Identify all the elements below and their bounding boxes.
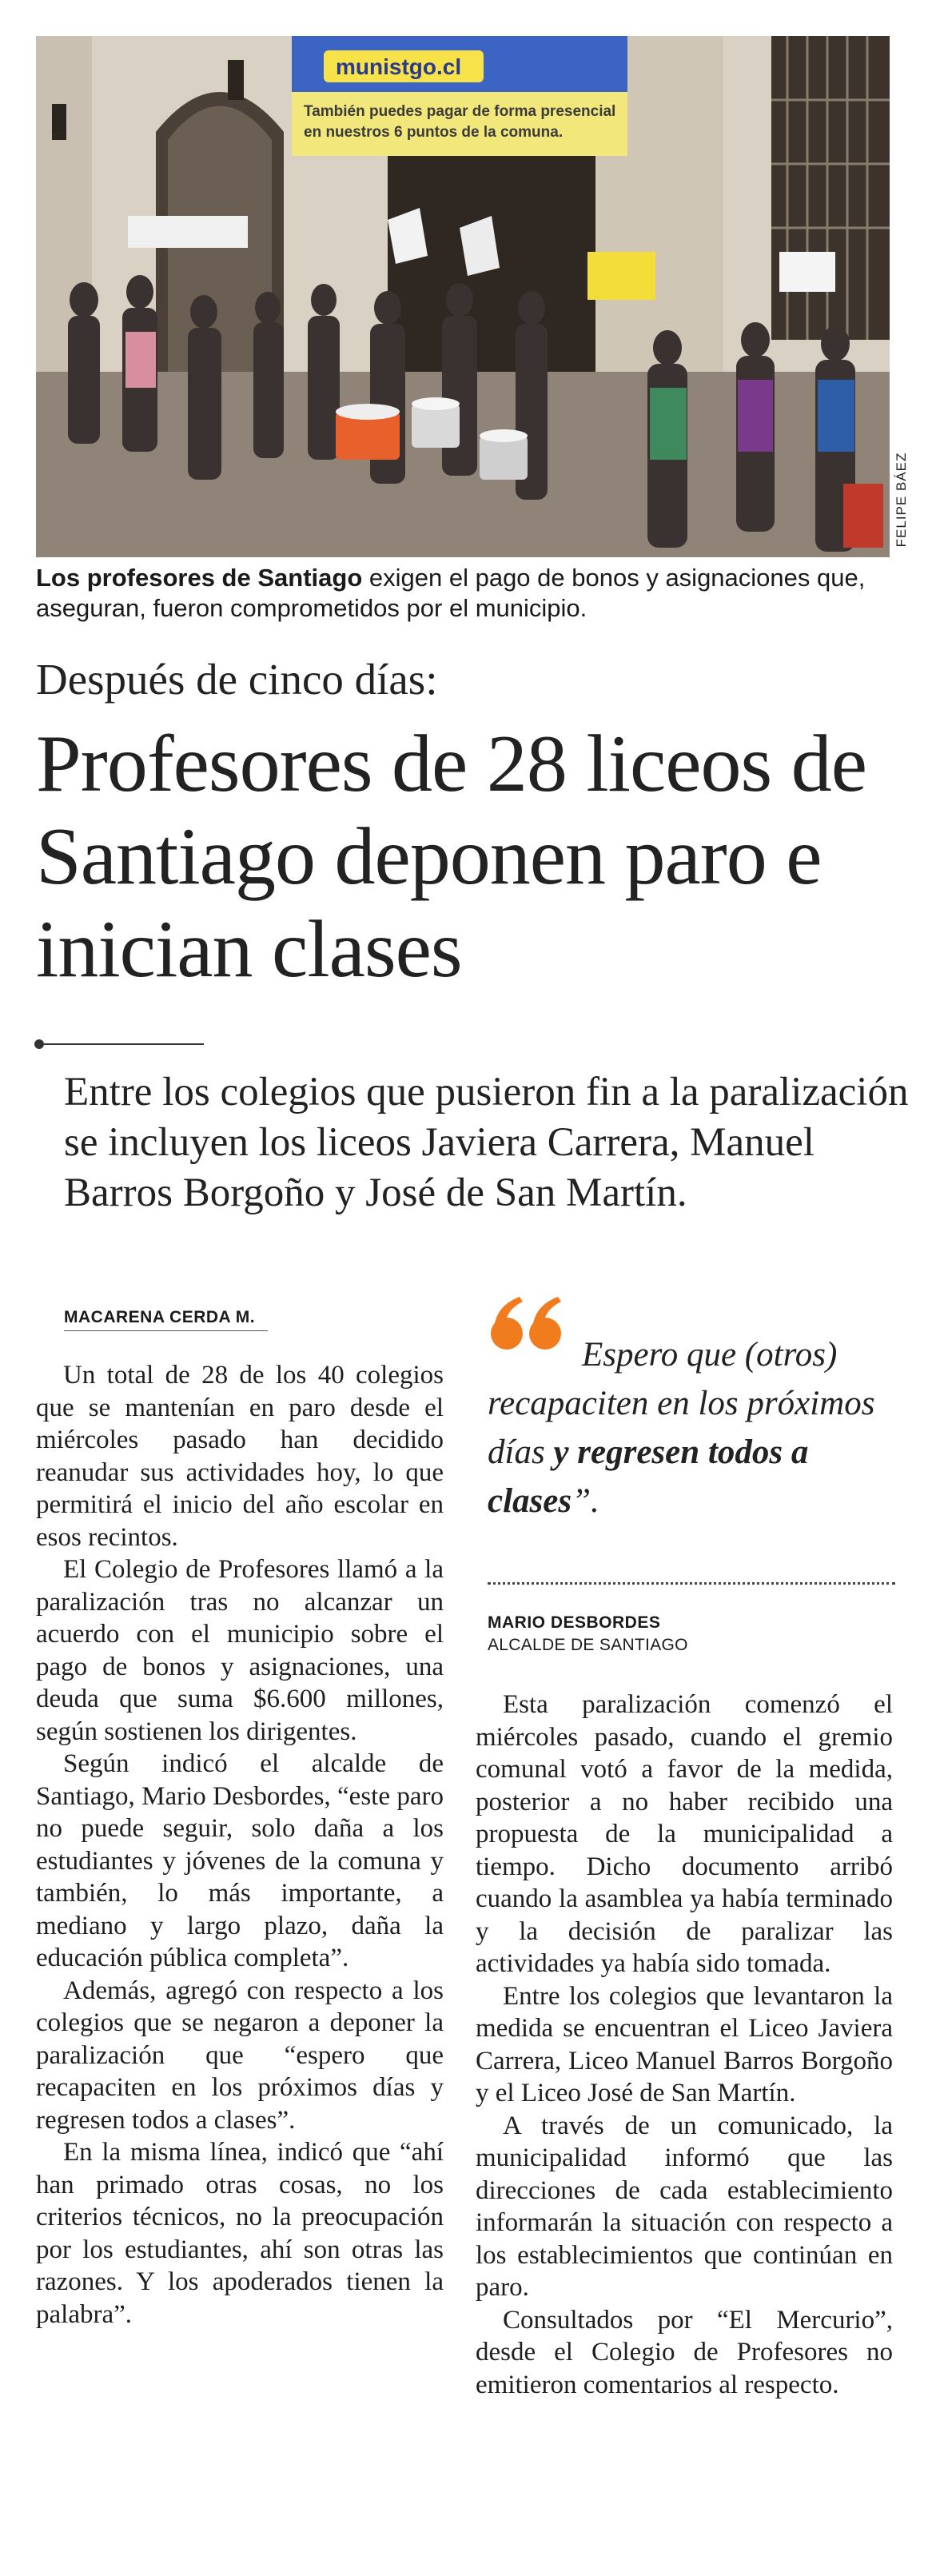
article-lead: Entre los colegios que pusieron fin a la paralización se incluyen los liceos Javiera Carrera, Manuel Barros Borgoño y José de San Martín.: [64, 1070, 909, 1215]
banner-line-1: También puedes pagar de forma presencial: [304, 103, 616, 120]
banner-brand-text: munistgo.cl: [336, 54, 462, 79]
pull-quote-text-1: Espero que (otros) recapaciten en los próximos días: [488, 1336, 875, 1471]
body-paragraph: Entre los colegios que levantaron la medida se encuentran el Liceo Javiera Carrera, Liceo Manuel Barros Borgoño y el Liceo José de San Martín.: [476, 1981, 893, 2107]
article-byline: MACARENA CERDA M.: [64, 1308, 256, 1326]
body-paragraph: En la misma línea, indicó que “ahí han primado otras cosas, no los criterios técnicos, no la preocupación por los estudiantes, ahí son otras las razones. Y los apoderados tienen la palabra”.: [36, 2138, 444, 2329]
pull-quote-text-bold: y regresen todos a clases: [488, 1434, 809, 1520]
photo-credit: [890, 448, 914, 552]
banner-line-2: en nuestros 6 puntos de la comuna.: [304, 124, 564, 141]
quote-author-name: MARIO DESBORDES: [488, 1613, 661, 1632]
caption-lead: Los profesores de Santiago: [36, 564, 363, 592]
article-column-right: [476, 1689, 893, 2401]
pull-quote: [488, 1330, 903, 1525]
photo-caption: [36, 563, 899, 624]
article-column-left: [36, 1359, 444, 2331]
quote-divider: [488, 1582, 895, 1585]
headline-rule-dot: [34, 1039, 44, 1049]
body-paragraph: A través de un comunicado, la municipalidad informó que las direcciones de cada establecimiento informarán la situación con respecto a los establecimientos que continúan en paro.: [476, 2111, 893, 2302]
article-kicker: Después de cinco días:: [36, 655, 438, 704]
body-paragraph: Consultados por “El Mercurio”, desde el Colegio de Profesores no emitieron comentarios al respecto.: [476, 2305, 893, 2399]
body-paragraph: Además, agregó con respecto a los colegios que se negaron a deponer la paralización que “espero que recapaciten en los próximos días y regresen todos a clases”.: [36, 1976, 444, 2135]
byline-rule: [64, 1330, 268, 1331]
article-headline: Profesores de 28 liceos de Santiago deponen paro e inician clases: [36, 719, 867, 995]
news-photo: [36, 36, 890, 557]
body-paragraph: El Colegio de Profesores llamó a la paralización tras no alcanzar un acuerdo con el municipio sobre el pago de bonos y asignaciones, una deuda que suma $6.600 millones, según sostienen los dirigentes.: [36, 1555, 444, 1746]
quote-author-role: ALCALDE DE SANTIAGO: [488, 1636, 688, 1654]
caption-text: exigen el pago de bonos y asignaciones que, aseguran, fueron comprometidos por el municipio.: [36, 564, 866, 622]
body-paragraph: Esta paralización comenzó el miércoles pasado, cuando el gremio comunal votó a favor de la medida, posterior a no haber recibido una propuesta de la municipalidad a tiempo. Dicho documento arribó cuando la asamblea ya había terminado y la decisión de paralizar las actividades ya había sido tomada.: [476, 1690, 893, 1978]
body-paragraph: Según indicó el alcalde de Santiago, Mario Desbordes, “este paro no puede seguir, solo daña a los estudiantes y jóvenes de la comuna y también, lo más importante, a mediano y largo plazo, daña la educación pública completa”.: [36, 1749, 444, 1972]
pull-quote-text-end: ”.: [572, 1482, 599, 1520]
photo-credit-text: FELIPE BÁEZ: [894, 452, 909, 548]
body-paragraph: Un total de 28 de los 40 colegios que se mantenían en paro desde el miércoles pasado han decidido reanudar sus actividades hoy, lo que permitirá el inicio del año escolar en esos recintos.: [36, 1361, 444, 1552]
headline-rule: [44, 1043, 204, 1045]
protest-photo-illustration: [36, 36, 890, 557]
